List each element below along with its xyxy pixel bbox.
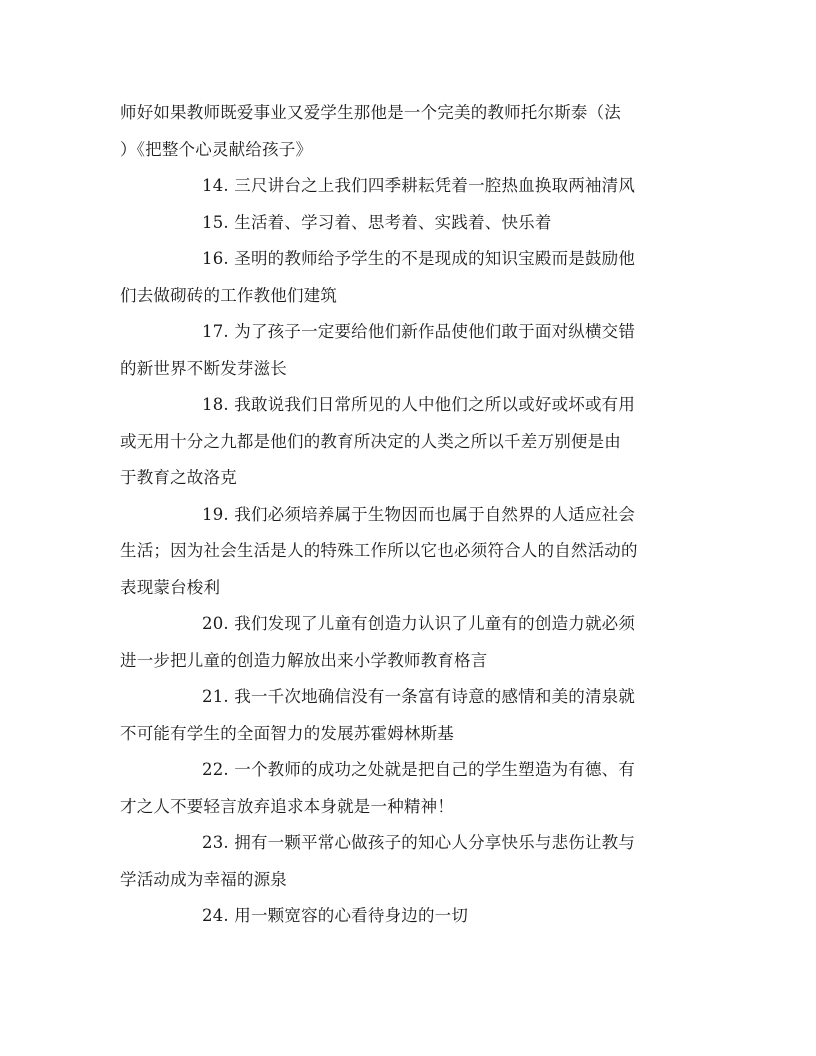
- quote-item-23: 23. 拥有一颗平常心做孩子的知心人分享快乐与悲伤让教与: [202, 833, 636, 852]
- quote-item-22: 22. 一个教师的成功之处就是把自己的学生塑造为有德、有: [202, 760, 636, 779]
- quote-item-15: 15. 生活着、学习着、思考着、实践着、快乐着: [202, 212, 552, 232]
- quote-item-20: 20. 我们发现了儿童有创造力认识了儿童有的创造力就必须: [202, 614, 636, 633]
- document-body: [120, 95, 700, 935]
- text-line: 进一步把儿童的创造力解放出来小学教师教育格言: [120, 650, 488, 670]
- quote-item-18: 18. 我敢说我们日常所见的人中他们之所以或好或坏或有用: [202, 395, 636, 414]
- text-line: 师好如果教师既爱事业又爱学生那他是一个完美的教师托尔斯泰（法: [120, 103, 621, 122]
- quote-item-16: 16. 圣明的教师给予学生的不是现成的知识宝殿而是鼓励他: [202, 249, 636, 268]
- text-line: 生活；因为社会生活是人的特殊工作所以它也必须符合人的自然活动的: [120, 541, 638, 560]
- text-line: 的新世界不断发芽滋长: [120, 358, 287, 378]
- quote-item-17: 17. 为了孩子一定要给他们新作品使他们敢于面对纵横交错: [202, 322, 636, 341]
- text-line: 才之人不要轻言放弃追求本身就是一种精神！: [120, 796, 454, 816]
- text-line: 或无用十分之九都是他们的教育所决定的人类之所以千差万别便是由: [120, 431, 621, 451]
- quote-item-14: 14. 三尺讲台之上我们四季耕耘凭着一腔热血换取两袖清风: [202, 176, 636, 195]
- quote-item-19: 19. 我们必须培养属于生物因而也属于自然界的人适应社会: [202, 504, 636, 524]
- text-line: ）《把整个心灵献给孩子》: [120, 139, 313, 159]
- quote-item-24: 24. 用一颗宽容的心看待身边的一切: [202, 906, 469, 925]
- text-line: 于教育之故洛克: [120, 468, 237, 487]
- quote-item-21: 21. 我一千次地确信没有一条富有诗意的感情和美的清泉就: [202, 687, 636, 706]
- text-line: 学活动成为幸福的源泉: [120, 869, 287, 889]
- text-line: 们去做砌砖的工作教他们建筑: [120, 285, 338, 305]
- text-line: 表现蒙台梭利: [120, 577, 221, 597]
- text-line: 不可能有学生的全面智力的发展苏霍姆林斯基: [120, 723, 454, 743]
